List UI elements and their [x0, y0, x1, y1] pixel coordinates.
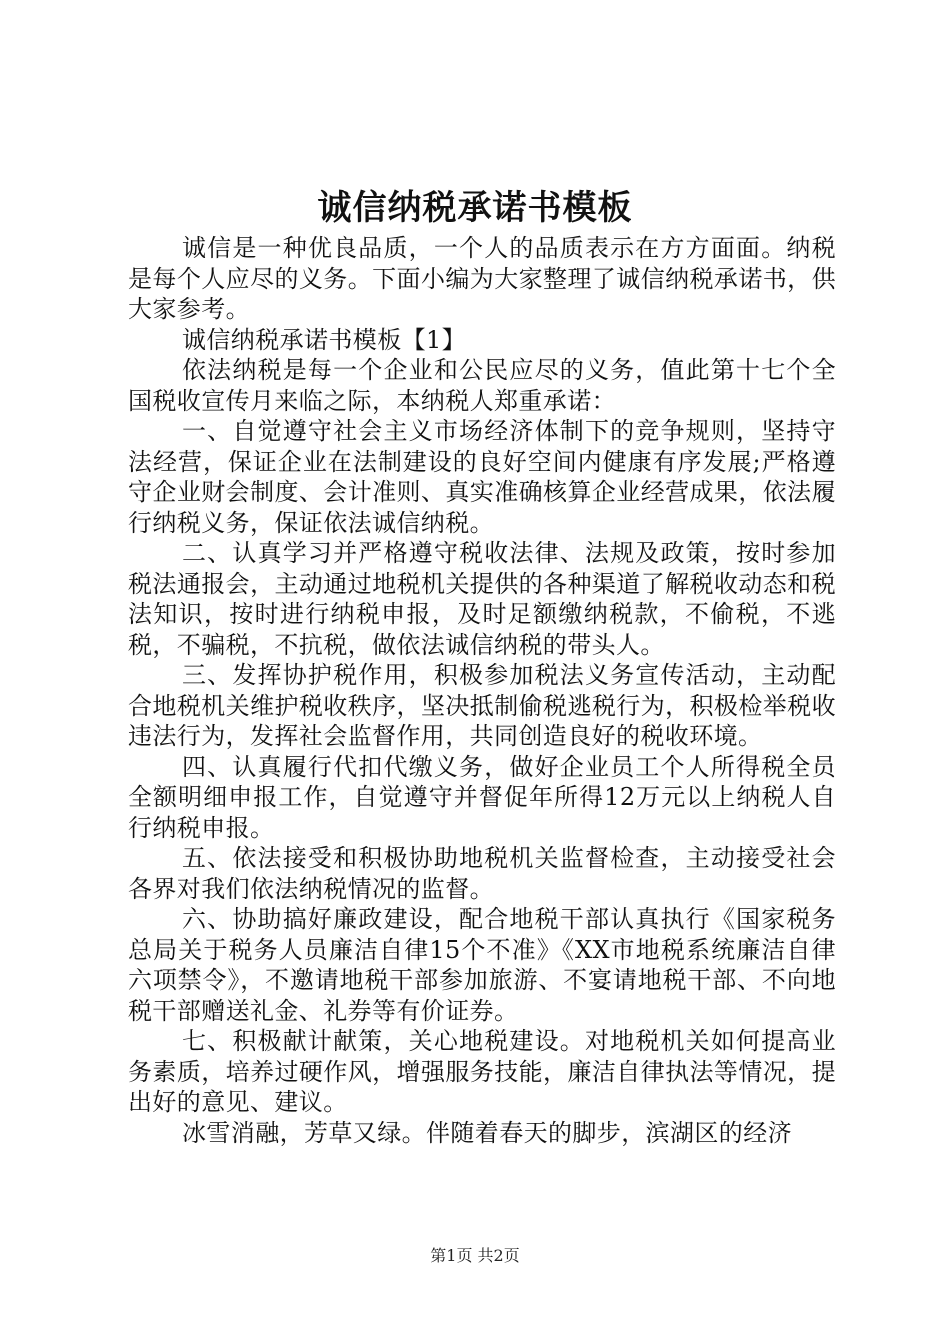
pledge-item-3: 三、发挥协护税作用，积极参加税法义务宣传活动，主动配合地税机关维护税收秩序，坚决抵制偷税逃税行为，积极检举税收违法行为，发挥社会监督作用，共同创造良好的税收环境。 — [128, 661, 836, 750]
pledge-intro-paragraph: 依法纳税是每一个企业和公民应尽的义务，值此第十七个全国税收宣传月来临之际，本纳税人郑重承诺： — [128, 356, 836, 415]
pledge-item-6: 六、协助搞好廉政建设，配合地税干部认真执行《国家税务总局关于税务人员廉洁自律15个不准》《XX市地税系统廉洁自律六项禁令》，不邀请地税干部参加旅游、不宴请地税干部、不向地税干部赠送礼金、礼券等有价证券。 — [128, 905, 836, 1025]
pledge-item-4: 四、认真履行代扣代缴义务，做好企业员工个人所得税全员全额明细申报工作，自觉遵守并督促年所得12万元以上纳税人自行纳税申报。 — [128, 752, 836, 842]
pledge-item-5: 五、依法接受和积极协助地税机关监督检查，主动接受社会各界对我们依法纳税情况的监督。 — [128, 844, 836, 903]
pledge-item-2: 二、认真学习并严格遵守税收法律、法规及政策，按时参加税法通报会，主动通过地税机关提供的各种渠道了解税收动态和税法知识，按时进行纳税申报，及时足额缴纳税款，不偷税，不逃税，不骗税，不抗税，做依法诚信纳税的带头人。 — [128, 539, 836, 659]
closing-paragraph: 冰雪消融，芳草又绿。伴随着春天的脚步，滨湖区的经济 — [182, 1118, 792, 1147]
pledge-item-7: 七、积极献计献策，关心地税建设。对地税机关如何提高业务素质，培养过硬作风，增强服务技能，廉洁自律执法等情况，提出好的意见、建议。 — [128, 1027, 836, 1116]
document-title: 诚信纳税承诺书模板 — [317, 188, 633, 228]
pledge-item-1: 一、自觉遵守社会主义市场经济体制下的竞争规则，坚持守法经营，保证企业在法制建设的良好空间内健康有序发展;严格遵守企业财会制度、会计准则、真实准确核算企业经营成果，依法履行纳税义务，保证依法诚信纳税。 — [128, 417, 836, 537]
document-body — [128, 233, 836, 1148]
section-heading: 诚信纳税承诺书模板【1】 — [182, 325, 467, 354]
page-number-footer: 第1页 共2页 — [430, 1246, 520, 1265]
intro-paragraph: 诚信是一种优良品质，一个人的品质表示在方方面面。纳税是每个人应尽的义务。下面小编为大家整理了诚信纳税承诺书，供大家参考。 — [128, 234, 836, 323]
